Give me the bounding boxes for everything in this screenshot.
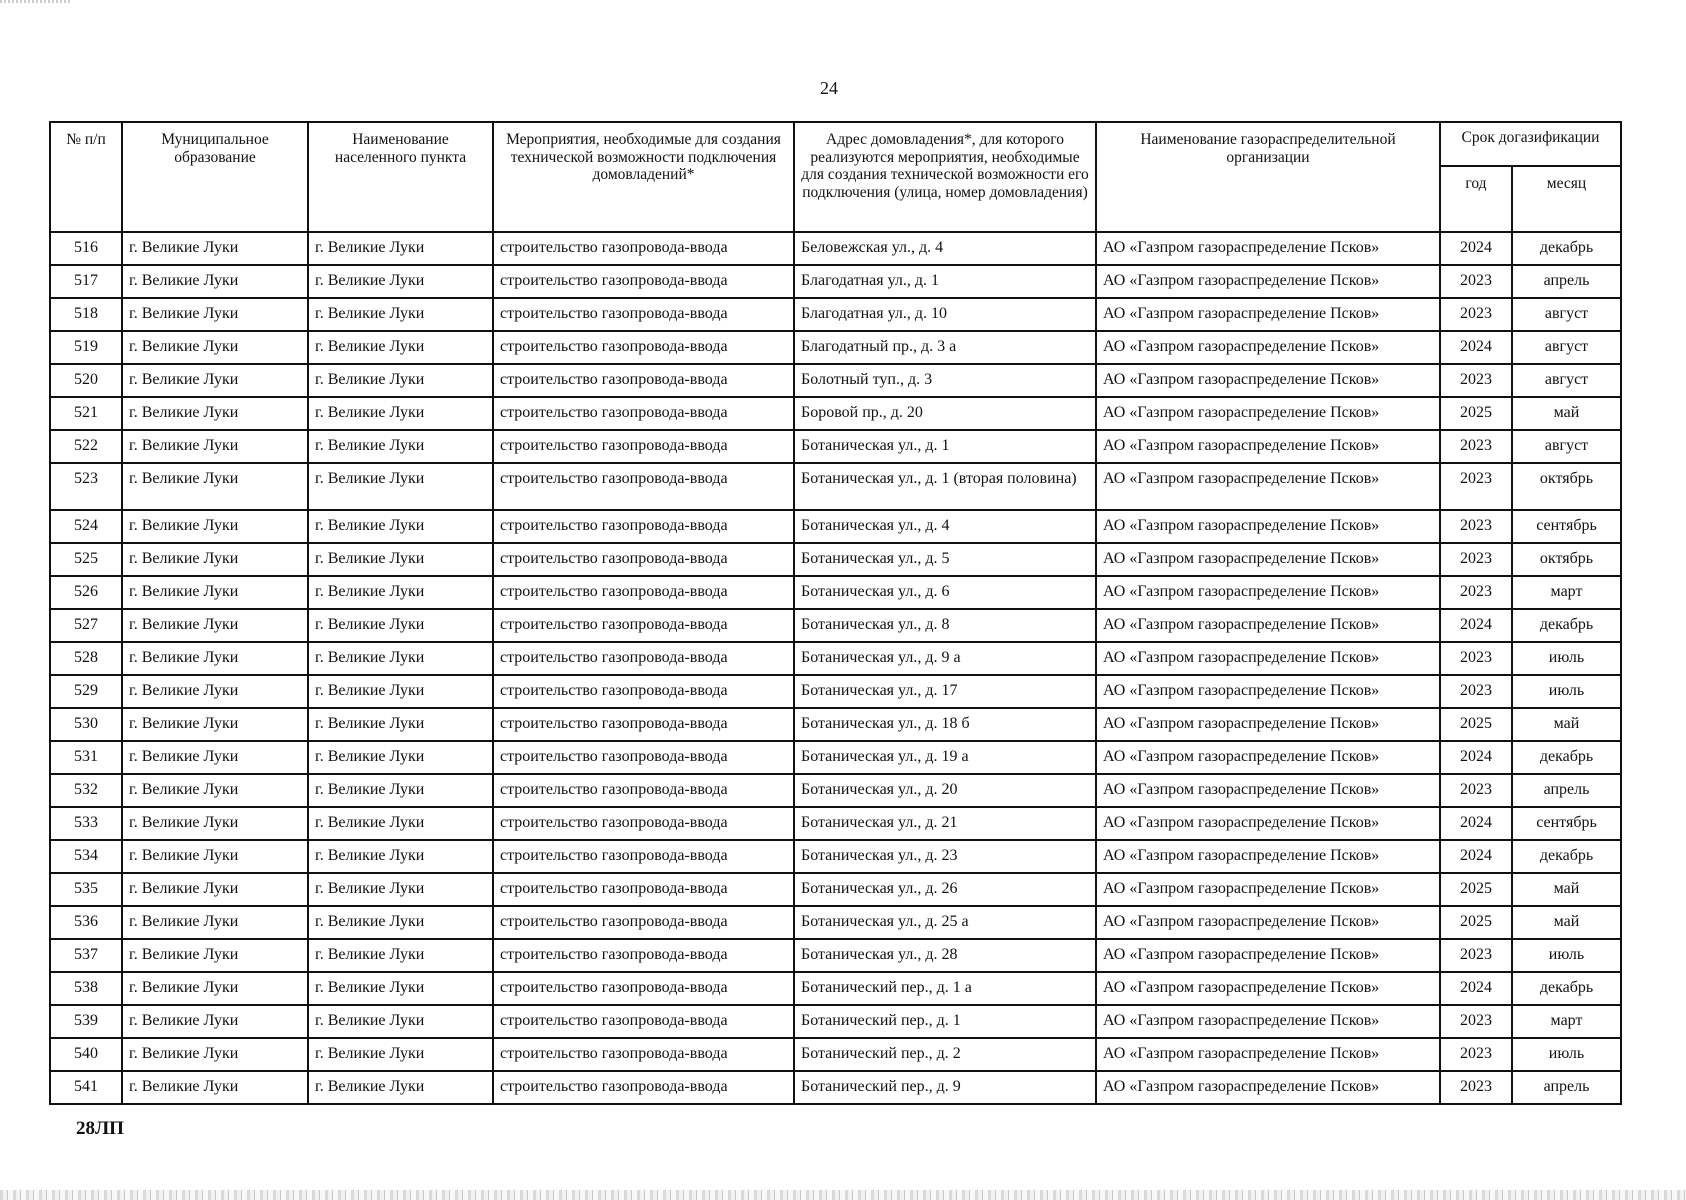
municipality-cell: г. Великие Луки bbox=[122, 463, 308, 510]
settlement-cell: г. Великие Луки bbox=[308, 675, 493, 708]
organization-cell: АО «Газпром газораспределение Псков» bbox=[1096, 265, 1440, 298]
address-cell: Ботаническая ул., д. 23 bbox=[794, 840, 1096, 873]
row-number: 535 bbox=[50, 873, 122, 906]
year-cell: 2025 bbox=[1440, 906, 1512, 939]
header-year: год bbox=[1440, 166, 1512, 232]
municipality-cell: г. Великие Луки bbox=[122, 298, 308, 331]
month-cell: май bbox=[1512, 397, 1621, 430]
year-cell: 2023 bbox=[1440, 576, 1512, 609]
measure-cell: строительство газопровода-ввода bbox=[493, 774, 794, 807]
row-number: 534 bbox=[50, 840, 122, 873]
year-cell: 2023 bbox=[1440, 364, 1512, 397]
address-cell: Благодатный пр., д. 3 а bbox=[794, 331, 1096, 364]
municipality-cell: г. Великие Луки bbox=[122, 1071, 308, 1104]
row-number: 523 bbox=[50, 463, 122, 510]
address-cell: Беловежская ул., д. 4 bbox=[794, 232, 1096, 265]
row-number: 516 bbox=[50, 232, 122, 265]
organization-cell: АО «Газпром газораспределение Псков» bbox=[1096, 510, 1440, 543]
table-row bbox=[50, 840, 1621, 873]
settlement-cell: г. Великие Луки bbox=[308, 232, 493, 265]
header-month: месяц bbox=[1512, 166, 1621, 232]
address-cell: Ботанический пер., д. 2 bbox=[794, 1038, 1096, 1071]
year-cell: 2025 bbox=[1440, 873, 1512, 906]
settlement-cell: г. Великие Луки bbox=[308, 1038, 493, 1071]
organization-cell: АО «Газпром газораспределение Псков» bbox=[1096, 873, 1440, 906]
measure-cell: строительство газопровода-ввода bbox=[493, 232, 794, 265]
settlement-cell: г. Великие Луки bbox=[308, 906, 493, 939]
measure-cell: строительство газопровода-ввода bbox=[493, 543, 794, 576]
month-cell: апрель bbox=[1512, 774, 1621, 807]
table-row bbox=[50, 972, 1621, 1005]
table-row bbox=[50, 576, 1621, 609]
measure-cell: строительство газопровода-ввода bbox=[493, 741, 794, 774]
month-cell: декабрь bbox=[1512, 840, 1621, 873]
month-cell: май bbox=[1512, 873, 1621, 906]
address-cell: Ботанический пер., д. 1 bbox=[794, 1005, 1096, 1038]
municipality-cell: г. Великие Луки bbox=[122, 510, 308, 543]
municipality-cell: г. Великие Луки bbox=[122, 906, 308, 939]
row-number: 524 bbox=[50, 510, 122, 543]
table-row bbox=[50, 774, 1621, 807]
row-number: 526 bbox=[50, 576, 122, 609]
header-deadline: Срок догазификации bbox=[1440, 122, 1621, 166]
year-cell: 2023 bbox=[1440, 675, 1512, 708]
municipality-cell: г. Великие Луки bbox=[122, 675, 308, 708]
organization-cell: АО «Газпром газораспределение Псков» bbox=[1096, 1038, 1440, 1071]
table-row bbox=[50, 463, 1621, 510]
table-row bbox=[50, 397, 1621, 430]
organization-cell: АО «Газпром газораспределение Псков» bbox=[1096, 1071, 1440, 1104]
settlement-cell: г. Великие Луки bbox=[308, 1071, 493, 1104]
measure-cell: строительство газопровода-ввода bbox=[493, 873, 794, 906]
table-row bbox=[50, 741, 1621, 774]
row-number: 530 bbox=[50, 708, 122, 741]
municipality-cell: г. Великие Луки bbox=[122, 972, 308, 1005]
municipality-cell: г. Великие Луки bbox=[122, 331, 308, 364]
table-row bbox=[50, 543, 1621, 576]
measure-cell: строительство газопровода-ввода bbox=[493, 576, 794, 609]
address-cell: Ботаническая ул., д. 19 а bbox=[794, 741, 1096, 774]
measure-cell: строительство газопровода-ввода bbox=[493, 609, 794, 642]
municipality-cell: г. Великие Луки bbox=[122, 741, 308, 774]
row-number: 521 bbox=[50, 397, 122, 430]
table-row bbox=[50, 873, 1621, 906]
organization-cell: АО «Газпром газораспределение Псков» bbox=[1096, 430, 1440, 463]
header-measures: Мероприятия, необходимые для создания технической возможности подключения домовладений* bbox=[493, 122, 794, 232]
month-cell: август bbox=[1512, 331, 1621, 364]
measure-cell: строительство газопровода-ввода bbox=[493, 265, 794, 298]
settlement-cell: г. Великие Луки bbox=[308, 364, 493, 397]
table-body bbox=[50, 232, 1621, 1104]
year-cell: 2024 bbox=[1440, 972, 1512, 1005]
month-cell: март bbox=[1512, 1005, 1621, 1038]
settlement-cell: г. Великие Луки bbox=[308, 331, 493, 364]
row-number: 541 bbox=[50, 1071, 122, 1104]
month-cell: декабрь bbox=[1512, 232, 1621, 265]
measure-cell: строительство газопровода-ввода bbox=[493, 331, 794, 364]
address-cell: Ботаническая ул., д. 4 bbox=[794, 510, 1096, 543]
row-number: 518 bbox=[50, 298, 122, 331]
address-cell: Ботаническая ул., д. 26 bbox=[794, 873, 1096, 906]
address-cell: Благодатная ул., д. 10 bbox=[794, 298, 1096, 331]
year-cell: 2025 bbox=[1440, 708, 1512, 741]
municipality-cell: г. Великие Луки bbox=[122, 774, 308, 807]
year-cell: 2024 bbox=[1440, 840, 1512, 873]
settlement-cell: г. Великие Луки bbox=[308, 939, 493, 972]
settlement-cell: г. Великие Луки bbox=[308, 265, 493, 298]
measure-cell: строительство газопровода-ввода bbox=[493, 510, 794, 543]
year-cell: 2023 bbox=[1440, 298, 1512, 331]
year-cell: 2024 bbox=[1440, 741, 1512, 774]
settlement-cell: г. Великие Луки bbox=[308, 840, 493, 873]
organization-cell: АО «Газпром газораспределение Псков» bbox=[1096, 708, 1440, 741]
month-cell: май bbox=[1512, 906, 1621, 939]
organization-cell: АО «Газпром газораспределение Псков» bbox=[1096, 232, 1440, 265]
header-address: Адрес домовладения*, для которого реализуются мероприятия, необходимые для создания технической возможности его подключения (улица, номер домовладения) bbox=[794, 122, 1096, 232]
header-settlement: Наименование населенного пункта bbox=[308, 122, 493, 232]
municipality-cell: г. Великие Луки bbox=[122, 708, 308, 741]
organization-cell: АО «Газпром газораспределение Псков» bbox=[1096, 543, 1440, 576]
municipality-cell: г. Великие Луки bbox=[122, 1005, 308, 1038]
year-cell: 2023 bbox=[1440, 463, 1512, 510]
header-municipality: Муниципальное образование bbox=[122, 122, 308, 232]
address-cell: Ботаническая ул., д. 1 (вторая половина) bbox=[794, 463, 1096, 510]
year-cell: 2023 bbox=[1440, 1071, 1512, 1104]
month-cell: март bbox=[1512, 576, 1621, 609]
row-number: 536 bbox=[50, 906, 122, 939]
year-cell: 2024 bbox=[1440, 807, 1512, 840]
settlement-cell: г. Великие Луки bbox=[308, 463, 493, 510]
measure-cell: строительство газопровода-ввода bbox=[493, 364, 794, 397]
month-cell: сентябрь bbox=[1512, 807, 1621, 840]
municipality-cell: г. Великие Луки bbox=[122, 576, 308, 609]
settlement-cell: г. Великие Луки bbox=[308, 642, 493, 675]
year-cell: 2023 bbox=[1440, 543, 1512, 576]
row-number: 519 bbox=[50, 331, 122, 364]
gasification-table bbox=[49, 121, 1622, 1105]
address-cell: Благодатная ул., д. 1 bbox=[794, 265, 1096, 298]
measure-cell: строительство газопровода-ввода bbox=[493, 642, 794, 675]
measure-cell: строительство газопровода-ввода bbox=[493, 807, 794, 840]
municipality-cell: г. Великие Луки bbox=[122, 430, 308, 463]
municipality-cell: г. Великие Луки bbox=[122, 543, 308, 576]
row-number: 520 bbox=[50, 364, 122, 397]
month-cell: октябрь bbox=[1512, 463, 1621, 510]
month-cell: сентябрь bbox=[1512, 510, 1621, 543]
scan-artifact bbox=[0, 1190, 1686, 1200]
row-number: 537 bbox=[50, 939, 122, 972]
month-cell: июль bbox=[1512, 1038, 1621, 1071]
row-number: 538 bbox=[50, 972, 122, 1005]
row-number: 522 bbox=[50, 430, 122, 463]
month-cell: август bbox=[1512, 298, 1621, 331]
table-row bbox=[50, 1038, 1621, 1071]
organization-cell: АО «Газпром газораспределение Псков» bbox=[1096, 939, 1440, 972]
table-row bbox=[50, 906, 1621, 939]
settlement-cell: г. Великие Луки bbox=[308, 298, 493, 331]
address-cell: Ботаническая ул., д. 8 bbox=[794, 609, 1096, 642]
year-cell: 2023 bbox=[1440, 1005, 1512, 1038]
row-number: 533 bbox=[50, 807, 122, 840]
row-number: 527 bbox=[50, 609, 122, 642]
organization-cell: АО «Газпром газораспределение Псков» bbox=[1096, 675, 1440, 708]
organization-cell: АО «Газпром газораспределение Псков» bbox=[1096, 364, 1440, 397]
table-row bbox=[50, 510, 1621, 543]
organization-cell: АО «Газпром газораспределение Псков» bbox=[1096, 807, 1440, 840]
settlement-cell: г. Великие Луки bbox=[308, 576, 493, 609]
measure-cell: строительство газопровода-ввода bbox=[493, 1005, 794, 1038]
organization-cell: АО «Газпром газораспределение Псков» bbox=[1096, 397, 1440, 430]
year-cell: 2023 bbox=[1440, 430, 1512, 463]
year-cell: 2024 bbox=[1440, 331, 1512, 364]
row-number: 528 bbox=[50, 642, 122, 675]
municipality-cell: г. Великие Луки bbox=[122, 364, 308, 397]
year-cell: 2023 bbox=[1440, 939, 1512, 972]
year-cell: 2025 bbox=[1440, 397, 1512, 430]
month-cell: июль bbox=[1512, 939, 1621, 972]
address-cell: Ботаническая ул., д. 18 б bbox=[794, 708, 1096, 741]
address-cell: Ботаническая ул., д. 20 bbox=[794, 774, 1096, 807]
page-number: 24 bbox=[820, 78, 838, 98]
header-organization: Наименование газораспределительной организации bbox=[1096, 122, 1440, 232]
table-row bbox=[50, 708, 1621, 741]
table-row bbox=[50, 807, 1621, 840]
organization-cell: АО «Газпром газораспределение Псков» bbox=[1096, 840, 1440, 873]
settlement-cell: г. Великие Луки bbox=[308, 510, 493, 543]
address-cell: Ботаническая ул., д. 5 bbox=[794, 543, 1096, 576]
month-cell: декабрь bbox=[1512, 972, 1621, 1005]
address-cell: Ботаническая ул., д. 6 bbox=[794, 576, 1096, 609]
organization-cell: АО «Газпром газораспределение Псков» bbox=[1096, 331, 1440, 364]
month-cell: май bbox=[1512, 708, 1621, 741]
address-cell: Ботанический пер., д. 1 а bbox=[794, 972, 1096, 1005]
row-number: 539 bbox=[50, 1005, 122, 1038]
row-number: 532 bbox=[50, 774, 122, 807]
year-cell: 2024 bbox=[1440, 609, 1512, 642]
month-cell: июль bbox=[1512, 675, 1621, 708]
address-cell: Ботаническая ул., д. 28 bbox=[794, 939, 1096, 972]
address-cell: Ботаническая ул., д. 25 а bbox=[794, 906, 1096, 939]
table-row bbox=[50, 298, 1621, 331]
measure-cell: строительство газопровода-ввода bbox=[493, 840, 794, 873]
municipality-cell: г. Великие Луки bbox=[122, 939, 308, 972]
address-cell: Ботаническая ул., д. 17 bbox=[794, 675, 1096, 708]
month-cell: апрель bbox=[1512, 265, 1621, 298]
month-cell: октябрь bbox=[1512, 543, 1621, 576]
table-row bbox=[50, 265, 1621, 298]
organization-cell: АО «Газпром газораспределение Псков» bbox=[1096, 972, 1440, 1005]
organization-cell: АО «Газпром газораспределение Псков» bbox=[1096, 463, 1440, 510]
measure-cell: строительство газопровода-ввода bbox=[493, 1071, 794, 1104]
address-cell: Ботанический пер., д. 9 bbox=[794, 1071, 1096, 1104]
month-cell: апрель bbox=[1512, 1071, 1621, 1104]
settlement-cell: г. Великие Луки bbox=[308, 873, 493, 906]
organization-cell: АО «Газпром газораспределение Псков» bbox=[1096, 1005, 1440, 1038]
header-num: № п/п bbox=[50, 122, 122, 232]
address-cell: Ботаническая ул., д. 1 bbox=[794, 430, 1096, 463]
year-cell: 2023 bbox=[1440, 642, 1512, 675]
table-row bbox=[50, 232, 1621, 265]
year-cell: 2023 bbox=[1440, 265, 1512, 298]
settlement-cell: г. Великие Луки bbox=[308, 774, 493, 807]
settlement-cell: г. Великие Луки bbox=[308, 972, 493, 1005]
organization-cell: АО «Газпром газораспределение Псков» bbox=[1096, 642, 1440, 675]
organization-cell: АО «Газпром газораспределение Псков» bbox=[1096, 298, 1440, 331]
address-cell: Боровой пр., д. 20 bbox=[794, 397, 1096, 430]
row-number: 529 bbox=[50, 675, 122, 708]
municipality-cell: г. Великие Луки bbox=[122, 609, 308, 642]
settlement-cell: г. Великие Луки bbox=[308, 708, 493, 741]
organization-cell: АО «Газпром газораспределение Псков» bbox=[1096, 774, 1440, 807]
month-cell: август bbox=[1512, 364, 1621, 397]
table-row bbox=[50, 642, 1621, 675]
row-number: 531 bbox=[50, 741, 122, 774]
month-cell: август bbox=[1512, 430, 1621, 463]
measure-cell: строительство газопровода-ввода bbox=[493, 463, 794, 510]
settlement-cell: г. Великие Луки bbox=[308, 543, 493, 576]
table-row bbox=[50, 939, 1621, 972]
municipality-cell: г. Великие Луки bbox=[122, 642, 308, 675]
municipality-cell: г. Великие Луки bbox=[122, 840, 308, 873]
measure-cell: строительство газопровода-ввода bbox=[493, 1038, 794, 1071]
measure-cell: строительство газопровода-ввода bbox=[493, 972, 794, 1005]
address-cell: Болотный туп., д. 3 bbox=[794, 364, 1096, 397]
settlement-cell: г. Великие Луки bbox=[308, 397, 493, 430]
table-row bbox=[50, 364, 1621, 397]
organization-cell: АО «Газпром газораспределение Псков» bbox=[1096, 741, 1440, 774]
measure-cell: строительство газопровода-ввода bbox=[493, 675, 794, 708]
table-row bbox=[50, 1005, 1621, 1038]
municipality-cell: г. Великие Луки bbox=[122, 232, 308, 265]
year-cell: 2023 bbox=[1440, 774, 1512, 807]
municipality-cell: г. Великие Луки bbox=[122, 265, 308, 298]
row-number: 517 bbox=[50, 265, 122, 298]
scan-artifact bbox=[0, 0, 70, 3]
municipality-cell: г. Великие Луки bbox=[122, 807, 308, 840]
table-row bbox=[50, 331, 1621, 364]
month-cell: декабрь bbox=[1512, 741, 1621, 774]
table-row bbox=[50, 609, 1621, 642]
settlement-cell: г. Великие Луки bbox=[308, 807, 493, 840]
settlement-cell: г. Великие Луки bbox=[308, 430, 493, 463]
table-row bbox=[50, 1071, 1621, 1104]
measure-cell: строительство газопровода-ввода bbox=[493, 298, 794, 331]
municipality-cell: г. Великие Луки bbox=[122, 873, 308, 906]
row-number: 540 bbox=[50, 1038, 122, 1071]
address-cell: Ботаническая ул., д. 9 а bbox=[794, 642, 1096, 675]
municipality-cell: г. Великие Луки bbox=[122, 1038, 308, 1071]
table-row bbox=[50, 675, 1621, 708]
year-cell: 2023 bbox=[1440, 1038, 1512, 1071]
measure-cell: строительство газопровода-ввода bbox=[493, 430, 794, 463]
settlement-cell: г. Великие Луки bbox=[308, 1005, 493, 1038]
year-cell: 2023 bbox=[1440, 510, 1512, 543]
settlement-cell: г. Великие Луки bbox=[308, 609, 493, 642]
table-header-row bbox=[50, 122, 1621, 166]
organization-cell: АО «Газпром газораспределение Псков» bbox=[1096, 906, 1440, 939]
measure-cell: строительство газопровода-ввода bbox=[493, 906, 794, 939]
measure-cell: строительство газопровода-ввода bbox=[493, 397, 794, 430]
measure-cell: строительство газопровода-ввода bbox=[493, 939, 794, 972]
month-cell: июль bbox=[1512, 642, 1621, 675]
organization-cell: АО «Газпром газораспределение Псков» bbox=[1096, 576, 1440, 609]
address-cell: Ботаническая ул., д. 21 bbox=[794, 807, 1096, 840]
year-cell: 2024 bbox=[1440, 232, 1512, 265]
municipality-cell: г. Великие Луки bbox=[122, 397, 308, 430]
measure-cell: строительство газопровода-ввода bbox=[493, 708, 794, 741]
month-cell: декабрь bbox=[1512, 609, 1621, 642]
settlement-cell: г. Великие Луки bbox=[308, 741, 493, 774]
row-number: 525 bbox=[50, 543, 122, 576]
table-row bbox=[50, 430, 1621, 463]
footer-code: 28ЛП bbox=[76, 1118, 124, 1139]
organization-cell: АО «Газпром газораспределение Псков» bbox=[1096, 609, 1440, 642]
